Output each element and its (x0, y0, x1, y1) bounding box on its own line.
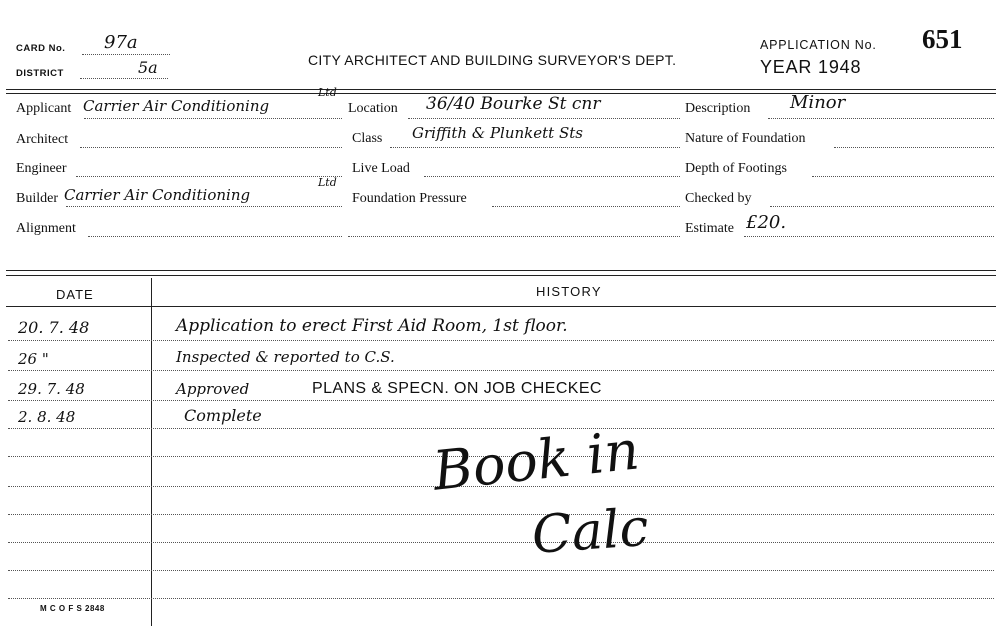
nature-of-foundation-line (834, 147, 994, 148)
location-label: Location (348, 101, 398, 116)
description-label: Description (685, 101, 751, 116)
engineer-line (76, 176, 342, 177)
live-load-label: Live Load (352, 161, 410, 176)
history-line (8, 514, 994, 515)
builder-suffix: Ltd (318, 176, 337, 189)
history-line (8, 570, 994, 571)
form-code: M C O F S 2848 (40, 604, 105, 613)
foundation-pressure-label: Foundation Pressure (352, 191, 467, 206)
history-entry: Complete (184, 406, 262, 425)
location-value: 36/40 Bourke St cnr (426, 94, 601, 114)
builder-line (66, 206, 342, 207)
application-label: APPLICATION No. (760, 38, 877, 52)
district-label: DISTRICT (16, 68, 64, 79)
card-number-line (82, 54, 170, 55)
history-entry: Approved (176, 380, 250, 398)
live-load-line (424, 176, 680, 177)
district-line (80, 78, 168, 79)
history-top-rule (6, 270, 996, 271)
alignment-mid-line (348, 236, 680, 237)
builder-value: Carrier Air Conditioning (64, 186, 251, 204)
history-date: 2. 8. 48 (18, 408, 76, 426)
applicant-line (84, 118, 342, 119)
history-date: 29. 7. 48 (18, 380, 85, 398)
builder-label: Builder (16, 191, 58, 206)
alignment-label: Alignment (16, 221, 76, 236)
history-top-rule-2 (6, 275, 996, 276)
checked-by-line (770, 206, 994, 207)
history-entry: Inspected & reported to C.S. (176, 348, 395, 366)
architect-label: Architect (16, 132, 69, 147)
year: YEAR 1948 (760, 57, 862, 77)
department-title: CITY ARCHITECT AND BUILDING SURVEYOR'S DEPT. (308, 52, 677, 68)
description-line (768, 118, 994, 119)
class-label: Class (352, 131, 383, 146)
date-column-header: DATE (56, 287, 94, 302)
history-line (8, 370, 994, 371)
estimate-value: £20. (746, 212, 787, 233)
alignment-line (88, 236, 342, 237)
description-value: Minor (790, 92, 846, 113)
nature-of-foundation-label: Nature of Foundation (685, 131, 806, 146)
history-line (8, 428, 994, 429)
header-rule (6, 89, 996, 90)
checked-by-label: Checked by (685, 191, 752, 206)
engineer-label: Engineer (16, 161, 67, 176)
history-date: 26 " (18, 350, 49, 368)
depth-of-footings-line (812, 176, 994, 177)
foundation-pressure-line (492, 206, 680, 207)
depth-of-footings-label: Depth of Footings (685, 161, 787, 176)
handwritten-note-line1: Book in (430, 418, 643, 503)
architect-line (80, 147, 342, 148)
class-line (390, 147, 680, 148)
estimate-label: Estimate (685, 221, 734, 236)
history-date: 20. 7. 48 (18, 318, 90, 337)
applicant-value: Carrier Air Conditioning (83, 97, 270, 115)
history-line (8, 598, 994, 599)
applicant-label: Applicant (16, 101, 72, 116)
history-line (8, 400, 994, 401)
history-entry: Application to erect First Aid Room, 1st floor. (176, 316, 568, 336)
class-value: Griffith & Plunkett Sts (412, 124, 583, 142)
plans-checked-stamp: PLANS & SPECN. ON JOB CHECKEC (312, 380, 602, 397)
district-value: 5a (138, 58, 158, 77)
history-header-rule (6, 306, 996, 307)
application-number: 651 (922, 24, 963, 54)
handwritten-note-line2: Calc (530, 497, 651, 566)
history-line (8, 340, 994, 341)
applicant-suffix: Ltd (318, 86, 337, 99)
history-line (8, 542, 994, 543)
history-column-header: HISTORY (536, 284, 602, 299)
card-number-value: 97a (104, 32, 138, 53)
location-line (408, 118, 680, 119)
estimate-line (744, 236, 994, 237)
card-number-label: CARD No. (16, 43, 66, 54)
date-column-divider (151, 278, 152, 626)
